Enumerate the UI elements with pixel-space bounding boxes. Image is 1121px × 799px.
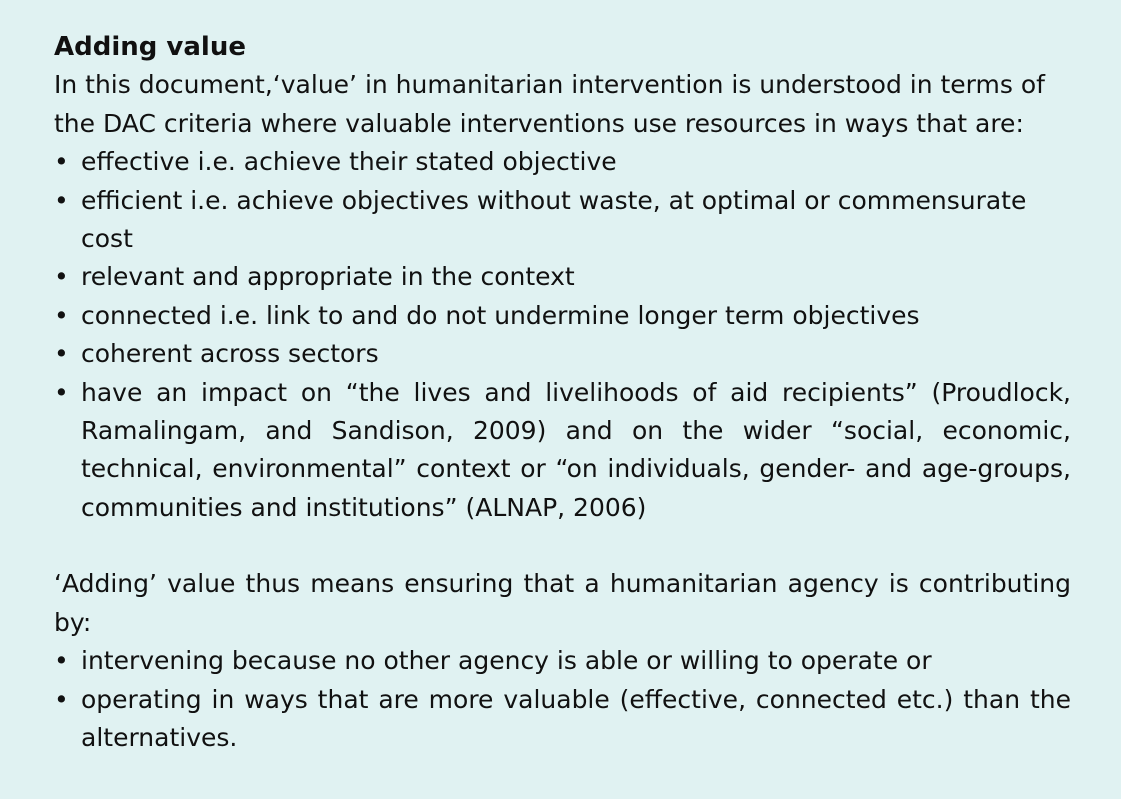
paragraph-spacer (54, 527, 1071, 565)
criteria-item-connected: • connected i.e. link to and do not undermine longer term objectives (54, 297, 1071, 335)
adding-points-list (54, 642, 1071, 757)
criteria-item-impact: • have an impact on “the lives and livelihoods of aid recipients” (Proudlock, Ramalingam, and Sandison, 2009) and on the wider “social, economic, technical, environmental” context or “on individuals, gender- and age-groups, communities and institutions” (ALNAP, 2006) (54, 374, 1071, 528)
criteria-item-relevant: • relevant and appropriate in the context (54, 258, 1071, 296)
intro-paragraph: In this document,‘value’ in humanitarian intervention is understood in terms of the DAC criteria where valuable interventions use resources in ways that are: (54, 70, 1045, 138)
criteria-item-coherent: • coherent across sectors (54, 335, 1071, 373)
criteria-list (54, 143, 1071, 527)
criteria-item-efficient: • efficient i.e. achieve objectives without waste, at optimal or commensurate cost (54, 182, 1071, 259)
adding-point-operating: • operating in ways that are more valuable (effective, connected etc.) than the alternatives. (54, 681, 1071, 758)
box-title: Adding value (54, 32, 246, 62)
adding-intro-paragraph: ‘Adding’ value thus means ensuring that a humanitarian agency is contributing by: (54, 569, 1071, 637)
criteria-item-effective: • effective i.e. achieve their stated objective (54, 143, 1071, 181)
adding-point-intervening: • intervening because no other agency is able or willing to operate or (54, 642, 1071, 680)
